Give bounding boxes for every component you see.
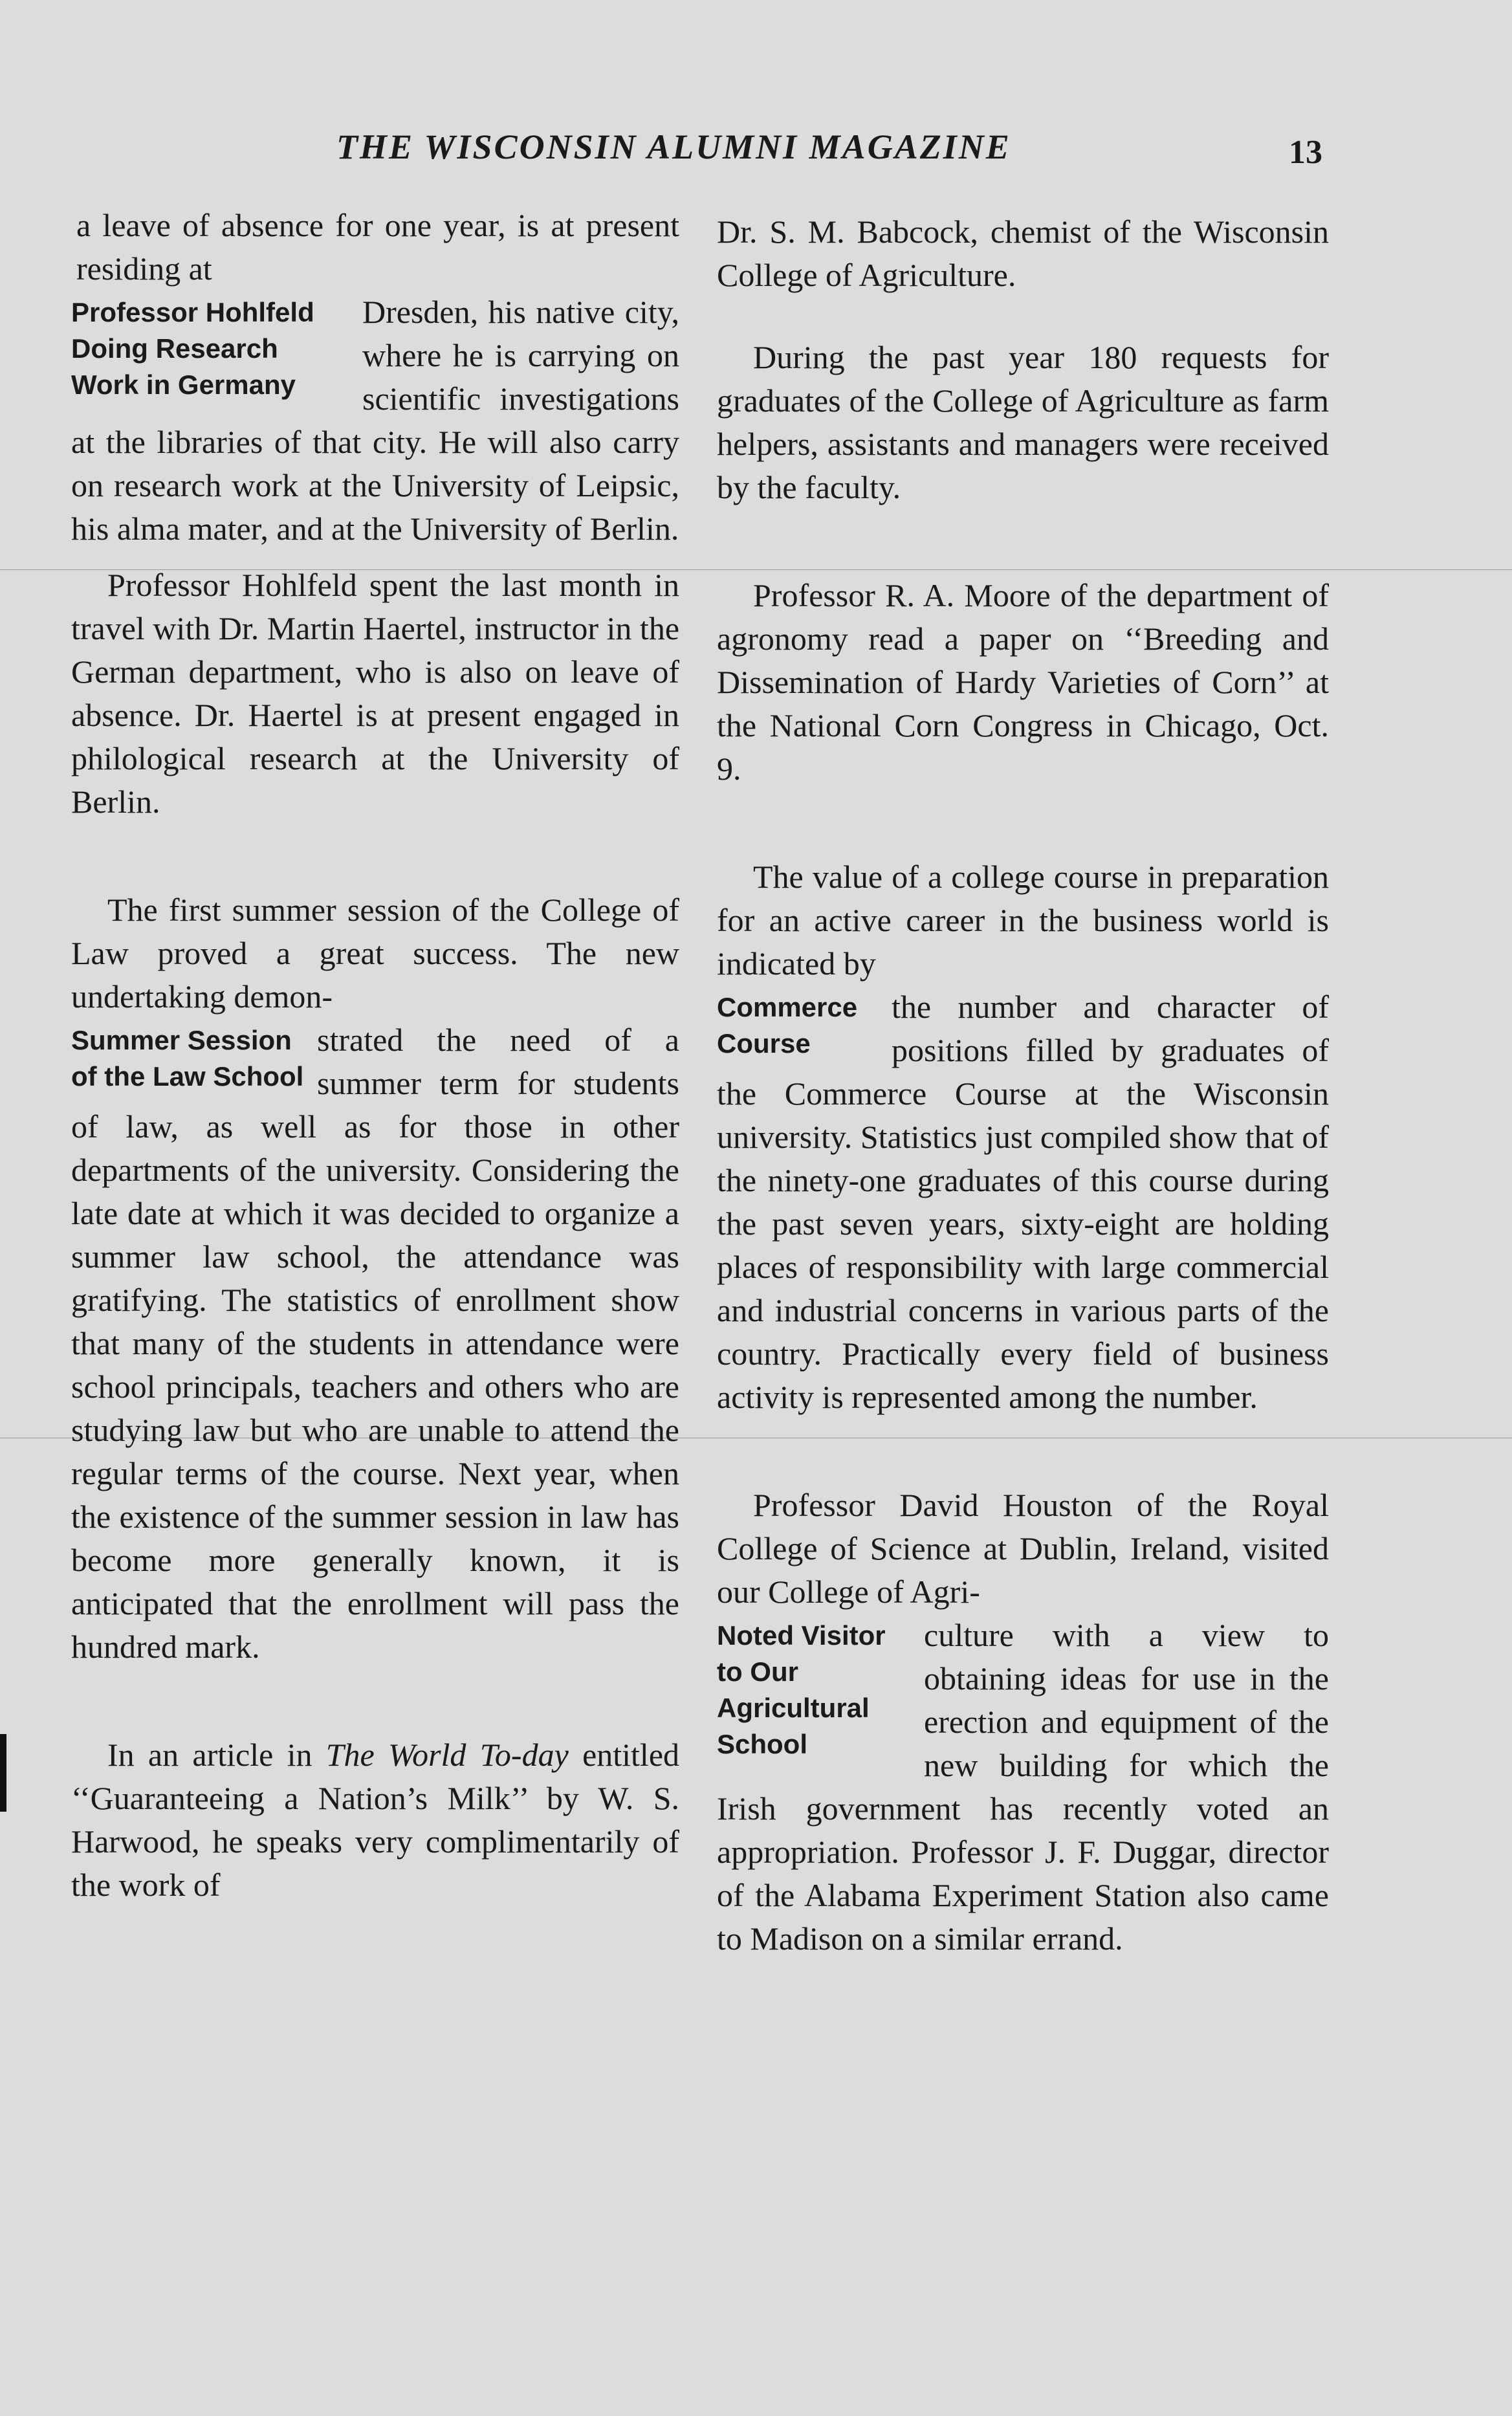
paragraph-world-today xyxy=(71,1733,679,1907)
paragraph-babcock: Dr. S. M. Babcock, chemist of the Wisconsin College of Agriculture. xyxy=(717,214,1329,293)
paragraph-houston-lead: Professor David Houston of the Royal College of Science at Dublin, Ireland, visited our College of Agri- xyxy=(717,1487,1329,1610)
paragraph-moore: Professor R. A. Moore of the department of agronomy read a paper on ‘‘Breeding and Dissemination of Hardy Varieties of Corn’’ at the National Corn Congress in Chicago, Oct. 9. xyxy=(717,577,1329,787)
paragraph-houston-body: culture with a view to obtaining ideas for use in the erection and equipment of the new building for which the Irish government has recently voted an appropriation. Professor J. F. Duggar, director of the Alabama Experiment Station also came to Madison on a similar errand. xyxy=(717,1617,1329,1957)
paragraph-commerce-body: the number and character of positions filled by graduates of the Commerce Course at the Wisconsin university. Statistics just compiled show that of the ninety-one graduates of this course during the past seven years, sixty-eight are holding places of responsibility with large commercial and industrial concerns in various parts of the country. Practically every field of business activity is represented among the number. xyxy=(717,989,1329,1415)
paragraph-hohlfeld-lead: a leave of absence for one year, is at present residing at xyxy=(76,207,679,287)
side-heading-commerce: Commerce Course xyxy=(717,992,858,1059)
side-heading-noted-visitor: Noted Visitor to Our Agricultural School xyxy=(717,1620,886,1759)
paragraph-summer-session xyxy=(71,1018,679,1669)
paragraph-hohlfeld-body: Dresden, his native city, where he is carrying on scientific investigations at the libraries of that city. He will also carry on research work at the University of Leipsic, his alma mater, and at the University of Berlin. xyxy=(71,294,679,547)
right-column xyxy=(717,210,1329,1960)
paragraph-summer-session-body: strated the need of a summer term for students of law, as well as for those in other departments of the university. Considering the late date at which it was decided to organize a summer law school, the attendance was gratifying. The statistics of enrollment show that many of the students in attendance were school principals, teachers and others who are studying law but who are unable to attend the regular terms of the course. Next year, when the existence of the summer session in law has become more generally known, it is anticipated that the enrollment will pass the hundred mark. xyxy=(71,1022,679,1665)
binding-mark xyxy=(0,1734,6,1812)
paragraph-hohlfeld-research xyxy=(71,291,679,551)
paragraph-requests: During the past year 180 requests for graduates of the College of Agriculture as farm helpers, assistants and managers were received by the faculty. xyxy=(717,339,1329,505)
paragraph-commerce-lead: The value of a college course in preparation for an active career in the business world is indicated by xyxy=(717,859,1329,982)
text-run: In an article in xyxy=(107,1737,312,1773)
running-header-title: THE WISCONSIN ALUMNI MAGAZINE xyxy=(336,127,1011,166)
page-number: 13 xyxy=(1289,134,1322,171)
left-column xyxy=(71,204,679,1907)
paragraph-commerce xyxy=(717,985,1329,1419)
side-heading-summer-session: Summer Session of the Law School xyxy=(71,1025,304,1092)
paragraph-summer-session-lead: The first summer session of the College of Law proved a great success. The new undertaking demon- xyxy=(71,892,679,1015)
paragraph-houston xyxy=(717,1614,1329,1960)
text-run: entitled ‘‘Guaranteeing a Nation’s Milk’’ by W. S. Harwood, he speaks very complimentarily of the work of xyxy=(71,1737,680,1903)
paragraph-hohlfeld-travel: Professor Hohlfeld spent the last month in travel with Dr. Martin Haertel, instructor in the German department, who is also on leave of absence. Dr. Haertel is at present engaged in philological research at the University of Berlin. xyxy=(71,567,680,820)
publication-title: The World To-day xyxy=(325,1737,569,1773)
side-heading-hohlfeld: Professor Hohlfeld Doing Research Work in Germany xyxy=(71,297,314,400)
